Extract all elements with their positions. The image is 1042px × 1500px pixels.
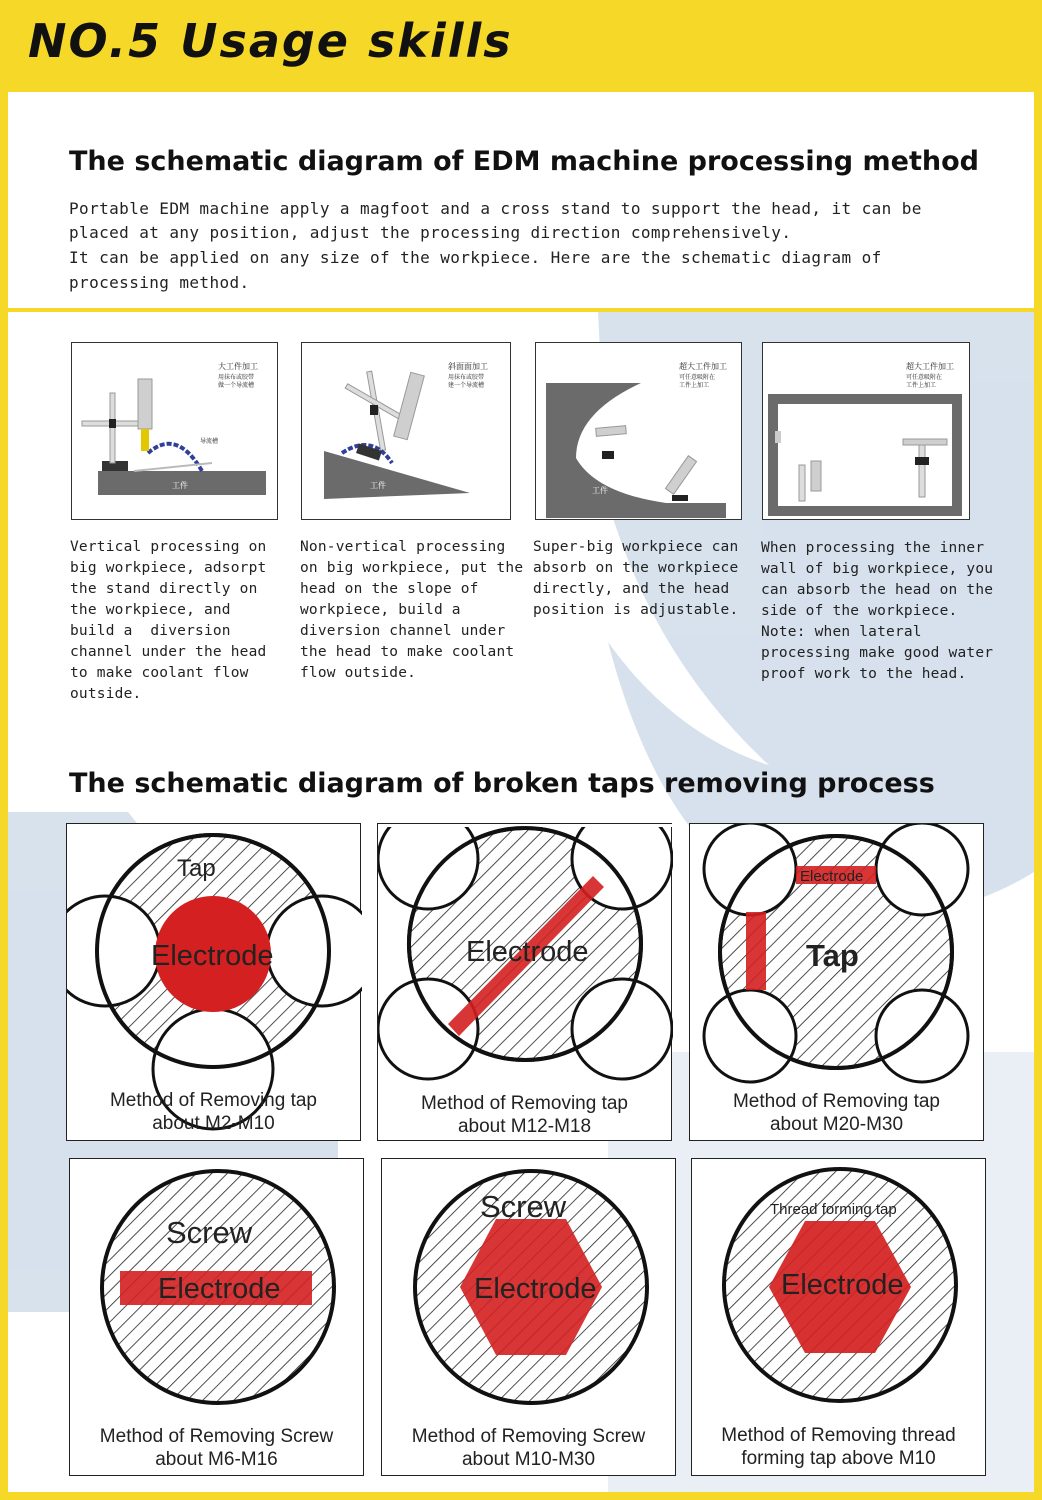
electrode-label: Electrode [800, 868, 864, 885]
caption-line: Method of Removing Screw [99, 1426, 334, 1447]
diagram-sub: 工件上加工 [906, 383, 937, 389]
electrode-label: Electrode [158, 1273, 281, 1305]
caption-line: absorb on the workpiece [533, 560, 739, 576]
tap-caption [378, 1092, 671, 1138]
caption-line: flow outside. [300, 665, 417, 681]
diagram-label: 斜面面加工 [448, 362, 488, 371]
caption-line: outside. [70, 686, 142, 702]
edm-caption-superbig [533, 537, 738, 621]
tap-diagram-m20-m30 [689, 823, 984, 1141]
edm-caption-slope [300, 537, 523, 684]
tap-caption [690, 1090, 983, 1136]
header-bar [0, 0, 1042, 86]
tap-caption [382, 1425, 675, 1471]
caption-line: big workpiece, adsorpt [70, 560, 267, 576]
caption-line: forming tap above M10 [741, 1448, 936, 1469]
screw-label: Screw [166, 1215, 253, 1250]
caption-line: Super-big workpiece can [533, 539, 739, 555]
screw-label: Screw [480, 1189, 567, 1224]
caption-line: to make coolant flow [70, 665, 249, 681]
caption-line: about M20-M30 [769, 1114, 904, 1135]
caption-line: about M10-M30 [461, 1449, 596, 1470]
workpiece-label: 工件 [370, 481, 386, 490]
caption-line: Method of Removing tap [420, 1093, 628, 1114]
caption-line: Method of Removing thread [721, 1425, 956, 1446]
diagram-label: 大工件加工 [218, 362, 258, 371]
caption-line: can absorb the head on the [761, 582, 994, 598]
electrode-label: Electrode [781, 1269, 904, 1301]
edm-diagram-inner-wall [762, 342, 970, 520]
edm-diagram-slope [301, 342, 511, 520]
diagram-sub: 工件上加工 [679, 383, 710, 389]
diagram-sub: 建一个导流槽 [448, 383, 485, 389]
edm-diagram-superbig [535, 342, 742, 520]
caption-line: on big workpiece, put the [300, 560, 524, 576]
caption-line: side of the workpiece. [761, 603, 958, 619]
electrode-label: Electrode [474, 1273, 597, 1305]
edm-caption-inner-wall [761, 538, 993, 685]
tap-diagram-m12-m18 [377, 823, 672, 1141]
diagram-label: 超大工件加工 [906, 362, 954, 371]
edm-diagram-vertical [71, 342, 278, 520]
caption-line: about M12-M18 [457, 1116, 592, 1137]
edm-intro-line-3: It can be applied on any size of the workpiece. Here are the schematic diagram of [69, 248, 882, 267]
workpiece-label: 工件 [592, 486, 608, 495]
page-title: NO.5 Usage skills [28, 14, 513, 68]
caption-line: build a diversion [70, 623, 231, 639]
caption-line: Non-vertical processing [300, 539, 506, 555]
caption-line: wall of big workpiece, you [761, 561, 994, 577]
caption-line: position is adjustable. [533, 602, 739, 618]
caption-line: Method of Removing tap [732, 1091, 940, 1112]
taps-section-title: The schematic diagram of broken taps removing process [69, 768, 935, 799]
edm-intro-line-2: placed at any position, adjust the processing direction comprehensively. [69, 223, 792, 242]
caption-line: Method of Removing tap [109, 1090, 317, 1111]
diagram-note: 导流槽 [200, 439, 219, 445]
caption-line: about M2-M10 [152, 1113, 275, 1134]
caption-line: the stand directly on [70, 581, 258, 597]
caption-line: Method of Removing Screw [411, 1426, 646, 1447]
edm-section-title: The schematic diagram of EDM machine processing method [69, 146, 979, 177]
caption-line: diversion channel under [300, 623, 506, 639]
caption-line: processing make good water [761, 645, 994, 661]
diagram-sub: 用抹布或胶带 [218, 375, 255, 381]
caption-line: directly, and the head [533, 581, 730, 597]
thread-tap-label: Thread forming tap [770, 1201, 897, 1218]
screw-diagram-m6-m16 [69, 1158, 364, 1476]
caption-line: proof work to the head. [761, 666, 967, 682]
edm-intro-line-4: processing method. [69, 273, 250, 292]
diagram-label: 超大工件加工 [679, 362, 727, 371]
tap-diagram-m2-m10 [66, 823, 361, 1141]
caption-line: When processing the inner [761, 540, 985, 556]
tap-caption [70, 1425, 363, 1471]
screw-diagram-m10-m30 [381, 1158, 676, 1476]
tap-caption [67, 1089, 360, 1135]
caption-line: workpiece, build a [300, 602, 461, 618]
diagram-sub: 可任意吸附在 [906, 375, 943, 381]
caption-line: the workpiece, and [70, 602, 231, 618]
caption-line: head on the slope of [300, 581, 479, 597]
diagram-sub: 可任意吸附在 [679, 375, 716, 381]
edm-caption-vertical [70, 537, 266, 705]
caption-line: Vertical processing on [70, 539, 267, 555]
electrode-label: Electrode [466, 936, 589, 968]
caption-line: Note: when lateral [761, 624, 922, 640]
workpiece-label: 工件 [172, 481, 188, 490]
tap-label: Tap [806, 938, 859, 973]
electrode-label: Electrode [151, 940, 274, 972]
tap-label: Tap [177, 855, 216, 882]
tap-caption [692, 1424, 985, 1470]
caption-line: about M6-M16 [155, 1449, 278, 1470]
thread-tap-diagram-above-m10 [691, 1158, 986, 1476]
caption-line: channel under the head [70, 644, 267, 660]
caption-line: the head to make coolant [300, 644, 515, 660]
diagram-sub: 做一个导流槽 [218, 383, 255, 389]
edm-intro-line-1: Portable EDM machine apply a magfoot and a cross stand to support the head, it can be [69, 199, 922, 218]
diagram-sub: 用抹布或胶带 [448, 375, 485, 381]
